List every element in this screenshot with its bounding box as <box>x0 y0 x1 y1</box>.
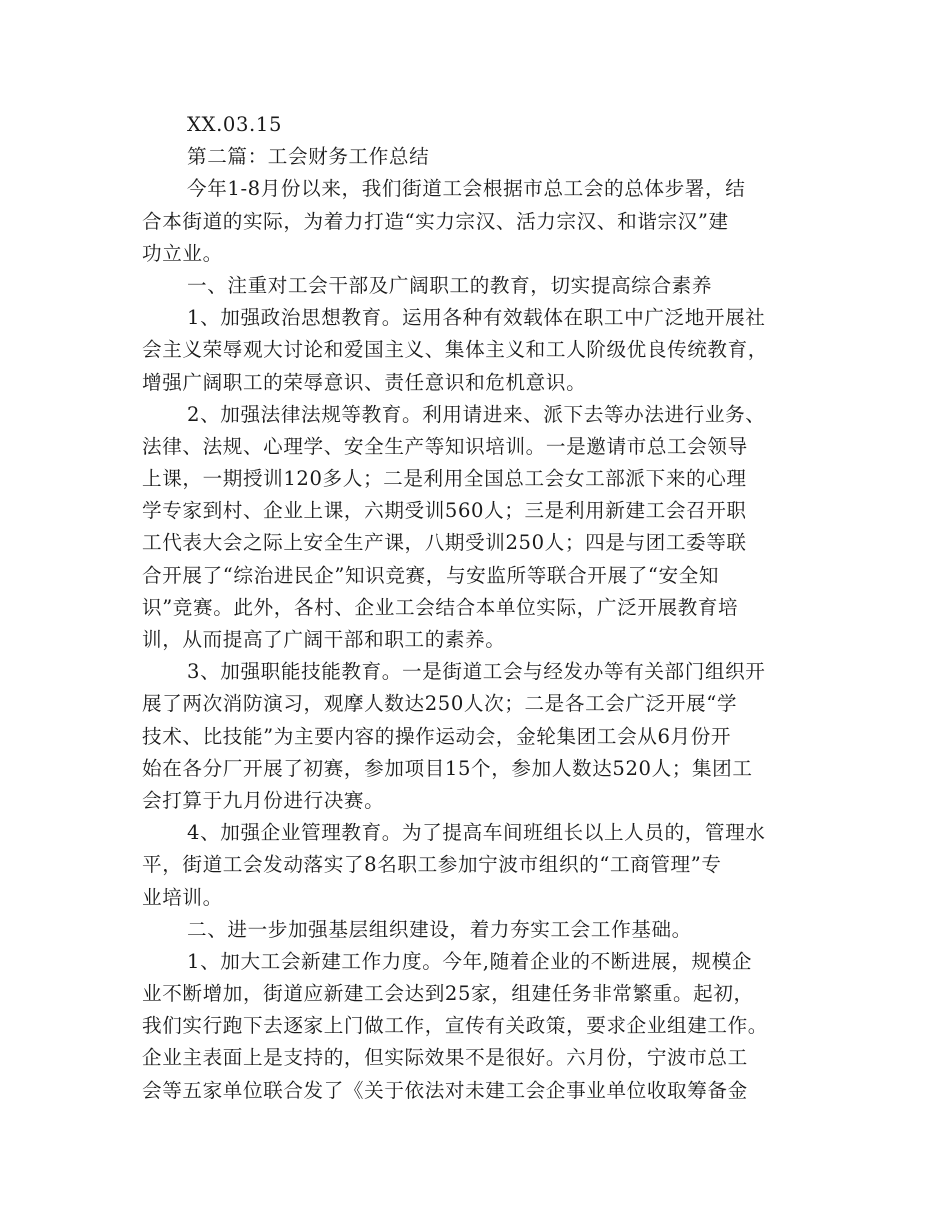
text-line: 会打算于九月份进行决赛。 <box>142 788 385 812</box>
text-line: 会主义荣辱观大讨论和爱国主义、集体主义和工人阶级优良传统教育， <box>142 338 769 362</box>
text-line: 法律、法规、心理学、安全生产等知识培训。一是邀请市总工会领导 <box>142 434 748 458</box>
text-line: 企业主表面上是支持的，但实际效果不是很好。六月份，宁波市总工 <box>142 1046 748 1070</box>
text-line: 增强广阔职工的荣辱意识、责任意识和危机意识。 <box>142 370 587 394</box>
text-line: 今年1-8月份以来，我们街道工会根据市总工会的总体步署，结 <box>187 177 746 201</box>
text-line: 上课，一期授训120多人；二是利用全国总工会女工部派下来的心理 <box>142 467 747 491</box>
text-line: 平，街道工会发动落实了8名职工参加宁波市组织的“工商管理”专 <box>142 853 722 877</box>
text-line: 合开展了“综治进民企”知识竞赛，与安监所等联合开展了“安全知 <box>142 563 720 587</box>
text-line: XX.03.15 <box>187 113 283 136</box>
text-line: 合本街道的实际，为着力打造“实力宗汉、活力宗汉、和谐宗汉”建 <box>142 209 729 233</box>
text-line: 4、加强企业管理教育。为了提高车间班组长以上人员的，管理水 <box>187 821 766 845</box>
text-line: 3、加强职能技能教育。一是街道工会与经发办等有关部门组织开 <box>187 660 766 684</box>
text-line: 会等五家单位联合发了《关于依法对未建工会企事业单位收取筹备金 <box>142 1078 748 1102</box>
document-body <box>142 109 810 1107</box>
text-line: 始在各分厂开展了初赛，参加项目15个，参加人数达520人；集团工 <box>142 756 753 780</box>
text-line: 训，从而提高了广阔干部和职工的素养。 <box>142 628 506 651</box>
text-line: 技术、比技能”为主要内容的操作运动会，金轮集团工会从6月份开 <box>142 724 732 748</box>
text-line: 1、加大工会新建工作力度。今年,随着企业的不断进展，规模企 <box>187 949 753 973</box>
text-line: 展了两次消防演习，观摩人数达250人次；二是各工会广泛开展“学 <box>142 692 738 716</box>
text-line: 功立业。 <box>142 241 223 265</box>
text-line: 识”竞赛。此外，各村、企业工会结合本单位实际，广泛开展教育培 <box>142 595 739 619</box>
text-line: 学专家到村、企业上课，六期受训560人；三是利用新建工会召开职 <box>142 499 747 523</box>
text-line: 工代表大会之际上安全生产课，八期受训250人；四是与团工委等联 <box>142 531 747 555</box>
text-line: 我们实行跑下去逐家上门做工作，宣传有关政策，要求企业组建工作。 <box>142 1014 769 1038</box>
text-line: 2、加强法律法规等教育。利用请进来、派下去等办法进行业务、 <box>187 402 766 426</box>
text-line: 一、注重对工会干部及广阔职工的教育，切实提高综合素养 <box>187 273 713 297</box>
text-line: 二、进一步加强基层组织建设，着力夯实工会工作基础。 <box>187 917 692 941</box>
text-line: 业不断增加，街道应新建工会达到25家，组建任务非常繁重。起初， <box>142 982 754 1006</box>
text-line: 第二篇：工会财务工作总结 <box>187 145 430 169</box>
text-line: 业培训。 <box>142 885 223 909</box>
text-line: 1、加强政治思想教育。运用各种有效载体在职工中广泛地开展社 <box>187 306 766 330</box>
